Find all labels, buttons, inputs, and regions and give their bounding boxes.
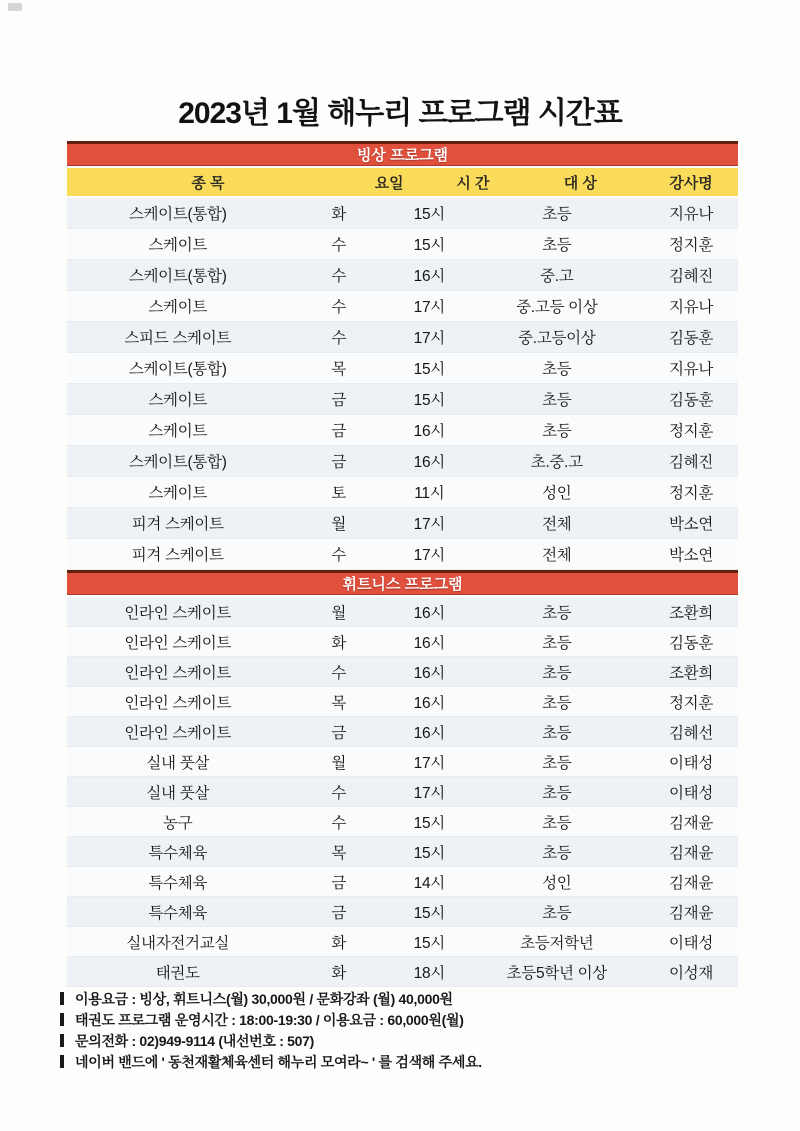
row-cell: 수 (331, 784, 347, 802)
row-cell: 지유나 (668, 206, 714, 223)
row-cell: 15시 (413, 934, 445, 952)
note-line (60, 1030, 750, 1051)
row-cell: 17시 (413, 547, 445, 564)
row-cell: 특수체육 (148, 874, 208, 892)
row-cell: 박소연 (668, 516, 714, 533)
row-cell: 18시 (413, 964, 445, 982)
row-cell: 성인 (542, 874, 572, 892)
row-cell: 이태성 (668, 934, 714, 952)
row-cell: 스피드 스케이트 (124, 330, 232, 347)
table-row (67, 957, 738, 987)
row-cell: 인라인 스케이트 (124, 694, 232, 712)
row-cell: 김동훈 (668, 330, 714, 347)
scan-artifact (8, 3, 22, 11)
row-cell: 초등 (542, 423, 572, 440)
row-cell: 피겨 스케이트 (131, 516, 224, 533)
table-row (67, 539, 738, 570)
table-row (67, 627, 738, 657)
row-cell: 조환희 (668, 604, 714, 622)
row-cell: 초등5학년 이상 (506, 964, 607, 982)
row-cell: 15시 (413, 206, 445, 223)
table-row (67, 508, 738, 539)
note-line (60, 1009, 750, 1030)
table-row (67, 353, 738, 384)
row-cell: 16시 (413, 634, 445, 652)
row-cell: 중.고 (540, 268, 574, 285)
row-cell: 초등 (542, 237, 572, 254)
row-cell: 스케이트 (148, 237, 208, 254)
table-row (67, 897, 738, 927)
note-bullet-icon (60, 1013, 64, 1026)
row-cell: 초등 (542, 206, 572, 223)
row-cell: 목 (331, 844, 347, 862)
row-cell: 김재윤 (668, 814, 714, 832)
row-cell: 15시 (413, 904, 445, 922)
row-cell: 목 (331, 694, 347, 712)
column-header: 강사명 (669, 174, 713, 192)
row-cell: 정지훈 (668, 237, 714, 254)
note-bullet-icon (60, 1055, 64, 1068)
row-cell: 실내자전거교실 (126, 934, 230, 952)
row-cell: 특수체육 (148, 844, 208, 862)
row-cell: 11시 (414, 485, 445, 502)
note-line (60, 988, 750, 1009)
row-cell: 15시 (413, 237, 445, 254)
row-cell: 정지훈 (668, 694, 714, 712)
table-row (67, 446, 738, 477)
row-cell: 16시 (413, 423, 445, 440)
row-cell: 김재윤 (668, 874, 714, 892)
row-cell: 15시 (413, 844, 445, 862)
row-cell: 인라인 스케이트 (124, 604, 232, 622)
row-cell: 17시 (413, 299, 445, 316)
row-cell: 17시 (413, 330, 445, 347)
row-cell: 화 (331, 634, 347, 652)
row-cell: 수 (331, 547, 347, 564)
row-cell: 14시 (413, 874, 445, 892)
row-cell: 이태성 (668, 784, 714, 802)
row-cell: 초등 (542, 754, 572, 772)
note-text: 문의전화 : 02)949-9114 (내선번호 : 507) (75, 1032, 314, 1049)
column-header-row (67, 168, 738, 196)
row-cell: 인라인 스케이트 (124, 724, 232, 742)
table-row (67, 747, 738, 777)
row-cell: 초등 (542, 844, 572, 862)
row-cell: 목 (331, 361, 347, 378)
table-row (67, 837, 738, 867)
row-cell: 인라인 스케이트 (124, 634, 232, 652)
section-rows (67, 597, 738, 987)
row-cell: 조환희 (668, 664, 714, 682)
row-cell: 토 (331, 485, 347, 502)
row-cell: 초등 (542, 694, 572, 712)
row-cell: 수 (331, 330, 347, 347)
table-row (67, 597, 738, 627)
row-cell: 피겨 스케이트 (131, 547, 224, 564)
footer-notes (60, 988, 750, 1072)
table-row (67, 415, 738, 446)
row-cell: 16시 (413, 694, 445, 712)
table-row (67, 717, 738, 747)
row-cell: 16시 (413, 454, 445, 471)
section-header-bar: 휘트니스 프로그램 (67, 570, 738, 595)
column-header: 시 간 (456, 174, 490, 192)
row-cell: 중.고등 이상 (516, 299, 598, 316)
row-cell: 수 (331, 664, 347, 682)
row-cell: 전체 (542, 547, 572, 564)
row-cell: 화 (331, 934, 347, 952)
row-cell: 17시 (413, 784, 445, 802)
row-cell: 16시 (413, 664, 445, 682)
row-cell: 금 (331, 904, 347, 922)
table-row (67, 260, 738, 291)
row-cell: 화 (331, 964, 347, 982)
row-cell: 초등 (542, 604, 572, 622)
row-cell: 정지훈 (668, 485, 714, 502)
table-row (67, 687, 738, 717)
row-cell: 스케이트 (148, 392, 208, 409)
row-cell: 농구 (163, 814, 193, 832)
row-cell: 김혜진 (668, 268, 714, 285)
row-cell: 금 (331, 724, 347, 742)
row-cell: 정지훈 (668, 423, 714, 440)
row-cell: 초등 (542, 392, 572, 409)
table-row (67, 384, 738, 415)
row-cell: 수 (331, 268, 347, 285)
row-cell: 박소연 (668, 547, 714, 564)
row-cell: 지유나 (668, 361, 714, 378)
row-cell: 초등 (542, 361, 572, 378)
row-cell: 월 (331, 516, 347, 533)
row-cell: 금 (331, 454, 347, 471)
table-row (67, 777, 738, 807)
row-cell: 15시 (413, 814, 445, 832)
row-cell: 15시 (413, 392, 445, 409)
row-cell: 17시 (413, 516, 445, 533)
row-cell: 초등 (542, 634, 572, 652)
table-row (67, 867, 738, 897)
row-cell: 이태성 (668, 754, 714, 772)
note-bullet-icon (60, 1034, 64, 1047)
row-cell: 스케이트(통합) (128, 361, 227, 378)
table-row (67, 291, 738, 322)
table-row (67, 927, 738, 957)
row-cell: 16시 (413, 268, 445, 285)
row-cell: 금 (331, 874, 347, 892)
row-cell: 스케이트(통합) (128, 268, 227, 285)
row-cell: 월 (331, 604, 347, 622)
row-cell: 실내 풋살 (146, 784, 210, 802)
column-header: 종 목 (191, 174, 225, 192)
section-header-bar: 빙상 프로그램 (67, 141, 738, 166)
row-cell: 실내 풋살 (146, 754, 210, 772)
row-cell: 초등 (542, 904, 572, 922)
table-row (67, 657, 738, 687)
table-row (67, 198, 738, 229)
column-header: 요일 (374, 174, 404, 192)
row-cell: 수 (331, 237, 347, 254)
row-cell: 특수체육 (148, 904, 208, 922)
row-cell: 초등 (542, 664, 572, 682)
row-cell: 초.중.고 (530, 454, 583, 471)
row-cell: 초등 (542, 724, 572, 742)
table-row (67, 322, 738, 353)
row-cell: 김동훈 (668, 392, 714, 409)
note-text: 네이버 밴드에 ' 동천재활체육센터 해누리 모여라~ ' 를 검색해 주세요. (75, 1053, 482, 1070)
row-cell: 스케이트(통합) (128, 454, 227, 471)
row-cell: 인라인 스케이트 (124, 664, 232, 682)
table-row (67, 807, 738, 837)
section-rows (67, 198, 738, 570)
row-cell: 김혜진 (668, 454, 714, 471)
row-cell: 태권도 (155, 964, 200, 982)
row-cell: 스케이트(통합) (128, 206, 227, 223)
row-cell: 수 (331, 814, 347, 832)
row-cell: 초등 (542, 814, 572, 832)
row-cell: 중.고등이상 (518, 330, 596, 347)
row-cell: 17시 (413, 754, 445, 772)
row-cell: 화 (331, 206, 347, 223)
row-cell: 월 (331, 754, 347, 772)
row-cell: 김재윤 (668, 904, 714, 922)
row-cell: 16시 (413, 724, 445, 742)
row-cell: 16시 (413, 604, 445, 622)
note-line (60, 1051, 750, 1072)
row-cell: 성인 (542, 485, 572, 502)
program-schedule-table (67, 141, 738, 987)
row-cell: 김재윤 (668, 844, 714, 862)
column-header: 대 상 (563, 174, 597, 192)
row-cell: 전체 (542, 516, 572, 533)
table-row (67, 477, 738, 508)
row-cell: 초등저학년 (520, 934, 594, 952)
note-text: 태권도 프로그램 운영시간 : 18:00-19:30 / 이용요금 : 60,000원(월) (75, 1011, 464, 1028)
row-cell: 15시 (413, 361, 445, 378)
row-cell: 이성재 (668, 964, 714, 982)
row-cell: 지유나 (668, 299, 714, 316)
row-cell: 초등 (542, 784, 572, 802)
row-cell: 스케이트 (148, 299, 208, 316)
row-cell: 스케이트 (148, 485, 208, 502)
row-cell: 스케이트 (148, 423, 208, 440)
row-cell: 금 (331, 423, 347, 440)
note-text: 이용요금 : 빙상, 휘트니스(월) 30,000원 / 문화강좌 (월) 40,000원 (75, 990, 453, 1007)
row-cell: 금 (331, 392, 347, 409)
row-cell: 김혜선 (668, 724, 714, 742)
table-row (67, 229, 738, 260)
row-cell: 김동훈 (668, 634, 714, 652)
note-bullet-icon (60, 992, 64, 1005)
page-title: 2023년 1월 해누리 프로그램 시간표 (178, 97, 622, 130)
row-cell: 수 (331, 299, 347, 316)
